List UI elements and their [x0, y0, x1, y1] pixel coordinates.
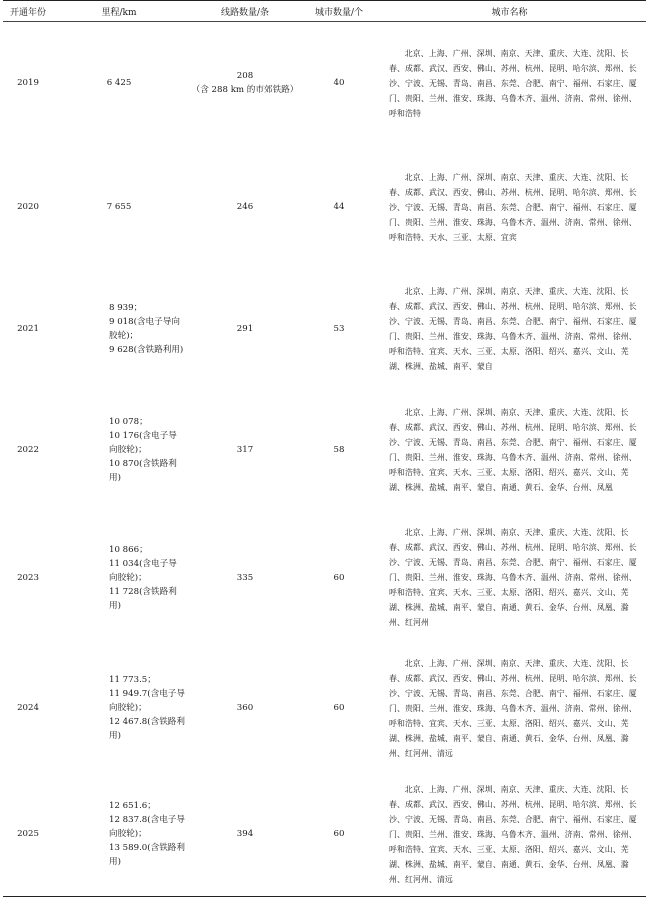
city-names-text: 北京、上海、广州、深圳、南京、天津、重庆、大连、沈阳、长春、成都、武汉、西安、佛山、苏州、杭州、昆明、哈尔滨、郑州、长沙、宁波、无锡、青岛、南昌、东莞、合肥、南宁、福州、石家庄、厦门、贵阳、兰州、淮安、珠海、乌鲁木齐、温州、济南、常州、徐州、呼和浩特、宜宾、天水、三亚、太原、洛阳、绍兴、嘉兴、文山、芜湖、株洲、盐城、南平、蒙自、南通、黄石、金华、台州、凤凰	[389, 408, 637, 492]
lines-value: 317	[236, 445, 254, 455]
mileage-cell	[53, 389, 185, 512]
lines-value: 394	[236, 829, 254, 840]
header-row	[3, 1, 646, 22]
mileage-value: 10 866；	[109, 544, 148, 555]
lines-note: （含 288 km 的市郊铁路）	[191, 85, 299, 96]
year-cell: 2022	[17, 445, 39, 455]
year-cell: 2021	[17, 324, 39, 334]
city-count-cell: 58	[333, 445, 345, 455]
mileage-value: 8 939；	[109, 303, 143, 313]
table-row	[3, 22, 646, 145]
mileage-cell	[53, 270, 185, 389]
lines-cell	[185, 145, 305, 270]
lines-value: 208	[236, 71, 254, 82]
table-row	[3, 145, 646, 270]
mileage-cell	[53, 512, 185, 644]
mileage-value-guided: 10 176(含电子导向胶轮)；	[109, 431, 177, 455]
mileage-value-guided: 9 018(含电子导向胶轮)；	[109, 317, 180, 341]
lines-cell	[185, 270, 305, 389]
city-names-cell	[373, 270, 646, 389]
mileage-value-railway: 10 870(含铁路利用)	[109, 459, 177, 483]
mileage-value-railway: 12 467.8(含铁路利用)	[109, 717, 185, 741]
header-city-count: 城市数量/个	[305, 1, 373, 22]
city-count-cell: 60	[305, 773, 373, 897]
city-names-cell	[373, 773, 646, 897]
mileage-value: 6 425	[106, 78, 132, 89]
city-count-cell: 40	[333, 78, 345, 89]
header-city-names: 城市名称	[373, 1, 646, 22]
lines-cell	[185, 773, 305, 897]
mileage-value-railway: 13 589.0(含铁路利用)	[109, 843, 185, 868]
city-names-cell	[373, 644, 646, 773]
city-names-cell	[373, 22, 646, 145]
mileage-value-guided: 11 034(含电子导向胶轮)；	[109, 558, 177, 583]
mileage-value-guided: 11 949.7(含电子导向胶轮)；	[109, 689, 185, 713]
table-row	[3, 512, 646, 644]
header-mileage: 里程/km	[53, 1, 185, 22]
table-row	[3, 644, 646, 773]
city-count-cell: 53	[333, 324, 345, 334]
lines-value: 246	[236, 202, 254, 212]
lines-cell	[185, 389, 305, 512]
mileage-value: 12 651.6；	[109, 801, 156, 812]
mileage-cell	[53, 644, 185, 773]
lines-value: 335	[236, 572, 254, 583]
mileage-value-guided: 12 837.8(含电子导向胶轮)；	[109, 815, 185, 840]
lines-cell	[185, 644, 305, 773]
year-cell: 2025	[3, 773, 53, 897]
table-body	[3, 22, 646, 897]
city-count-cell: 44	[333, 202, 345, 212]
city-names-cell	[373, 145, 646, 270]
city-names-text: 北京、上海、广州、深圳、南京、天津、重庆、大连、沈阳、长春、成都、武汉、西安、佛山、苏州、杭州、昆明、哈尔滨、郑州、长沙、宁波、无锡、青岛、南昌、东莞、合肥、南宁、福州、石家庄、厦门、贵阳、兰州、淮安、珠海、乌鲁木齐、温州、济南、常州、徐州、呼和浩特	[389, 48, 637, 118]
mileage-value-railway: 11 728(含铁路利用)	[109, 586, 177, 611]
year-cell: 2019	[17, 78, 39, 89]
city-names-text: 北京、上海、广州、深圳、南京、天津、重庆、大连、沈阳、长春、成都、武汉、西安、佛山、苏州、杭州、昆明、哈尔滨、郑州、长沙、宁波、无锡、青岛、南昌、东莞、合肥、南宁、福州、石家庄、厦门、贵阳、兰州、淮安、珠海、乌鲁木齐、温州、济南、常州、徐州、呼和浩特、宜宾、天水、三亚、太原、洛阳、绍兴、嘉兴、文山、芜湖、株洲、盐城、南平、蒙自、南通、黄石、金华、台州、凤凰、滁州、红河州、清远	[389, 658, 637, 758]
mileage-value: 11 773.5；	[109, 675, 156, 685]
mileage-value: 10 078；	[109, 417, 148, 427]
year-cell: 2020	[17, 202, 39, 212]
city-names-text: 北京、上海、广州、深圳、南京、天津、重庆、大连、沈阳、长春、成都、武汉、西安、佛山、苏州、杭州、昆明、哈尔滨、郑州、长沙、宁波、无锡、青岛、南昌、东莞、合肥、南宁、福州、石家庄、厦门、贵阳、兰州、淮安、珠海、乌鲁木齐、温州、济南、常州、徐州、呼和浩特、宜宾、天水、三亚、太原、洛阳、绍兴、嘉兴、文山、芜湖、株洲、盐城、南平、蒙自、南通、黄石、金华、台州、凤凰、滁州、红河州、清远	[389, 784, 637, 884]
metro-statistics-table	[3, 0, 646, 897]
mileage-cell	[53, 145, 185, 270]
mileage-cell	[53, 773, 185, 897]
city-names-cell	[373, 512, 646, 644]
table-header	[3, 1, 646, 22]
city-names-text: 北京、上海、广州、深圳、南京、天津、重庆、大连、沈阳、长春、成都、武汉、西安、佛山、苏州、杭州、昆明、哈尔滨、郑州、长沙、宁波、无锡、青岛、南昌、东莞、合肥、南宁、福州、石家庄、厦门、贵阳、兰州、淮安、珠海、乌鲁木齐、温州、济南、常州、徐州、呼和浩特、天水、三亚、太原、宜宾	[389, 172, 637, 242]
city-names-cell	[373, 389, 646, 512]
lines-cell	[185, 512, 305, 644]
mileage-cell	[53, 22, 185, 145]
year-cell: 2024	[17, 703, 39, 713]
table-row	[3, 389, 646, 512]
city-count-cell: 60	[333, 572, 345, 583]
mileage-value: 7 655	[106, 202, 132, 212]
city-count-cell: 60	[333, 703, 345, 713]
lines-value: 360	[236, 703, 254, 713]
lines-cell	[185, 22, 305, 145]
table-row	[3, 270, 646, 389]
header-lines: 线路数量/条	[185, 1, 305, 22]
city-names-text: 北京、上海、广州、深圳、南京、天津、重庆、大连、沈阳、长春、成都、武汉、西安、佛山、苏州、杭州、昆明、哈尔滨、郑州、长沙、宁波、无锡、青岛、南昌、东莞、合肥、南宁、福州、石家庄、厦门、贵阳、兰州、淮安、珠海、乌鲁木齐、温州、济南、常州、徐州、呼和浩特、宜宾、天水、三亚、太原、洛阳、绍兴、嘉兴、文山、芜湖、株洲、盐城、南平、蒙自	[389, 287, 637, 371]
lines-value: 291	[236, 324, 254, 334]
table-row	[3, 773, 646, 897]
header-year: 开通年份	[3, 1, 53, 22]
city-names-text: 北京、上海、广州、深圳、南京、天津、重庆、大连、沈阳、长春、成都、武汉、西安、佛山、苏州、杭州、昆明、哈尔滨、郑州、长沙、宁波、无锡、青岛、南昌、东莞、合肥、南宁、福州、石家庄、厦门、贵阳、兰州、淮安、珠海、乌鲁木齐、温州、济南、常州、徐州、呼和浩特、宜宾、天水、三亚、太原、洛阳、绍兴、嘉兴、文山、芜湖、株洲、盐城、南平、蒙自、南通、黄石、金华、台州、凤凰、滁州、红河州	[389, 528, 637, 627]
year-cell: 2023	[17, 572, 39, 583]
mileage-value-railway: 9 628(含铁路利用)	[109, 345, 184, 355]
